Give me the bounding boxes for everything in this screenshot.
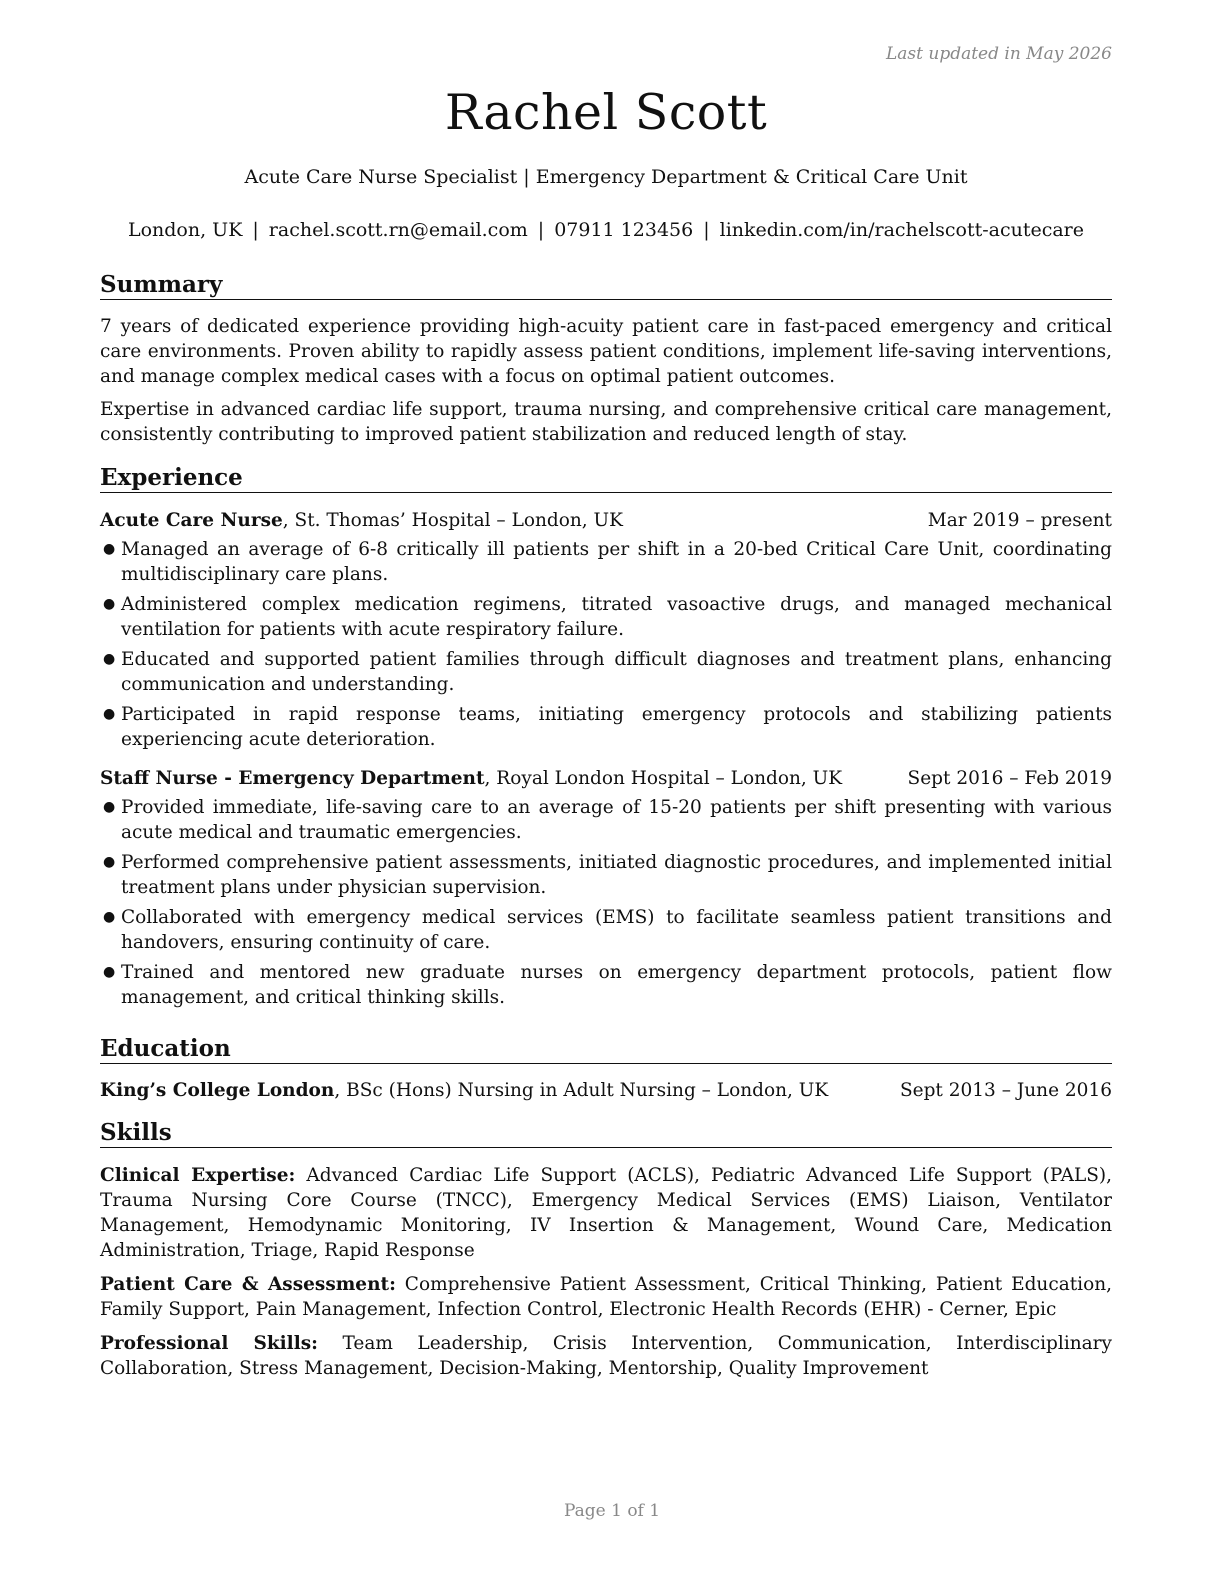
section-title-experience: Experience xyxy=(100,464,1112,493)
contact-separator: | xyxy=(703,219,710,241)
resume-page xyxy=(100,0,1112,1584)
job-entry xyxy=(100,766,1112,1010)
section-title-summary: Summary xyxy=(100,271,1112,300)
list-item xyxy=(100,905,1112,955)
list-item xyxy=(100,960,1112,1010)
skill-group-label: Patient Care & Assessment: xyxy=(100,1274,396,1295)
skill-group-label: Clinical Expertise: xyxy=(100,1165,296,1186)
contact-separator: | xyxy=(252,219,259,241)
headline: Acute Care Nurse Specialist | Emergency Department & Critical Care Unit xyxy=(244,166,968,188)
bullet-text: Participated in rapid response teams, initiating emergency protocols and stabilizing patients experiencing acute deterioration. xyxy=(121,704,1112,750)
bullet-text: Trained and mentored new graduate nurses on emergency department protocols, patient flow management, and critical thinking skills. xyxy=(121,962,1112,1008)
job-header xyxy=(100,766,1112,791)
skill-group-items: Comprehensive Patient Assessment, Critical Thinking, Patient Education, Family Support, Pain Management, Infection Control, Electronic Health Records (EHR) - Cerner, Epic xyxy=(100,1274,1113,1320)
summary-section xyxy=(100,271,1112,447)
page-number: Page 1 of 1 xyxy=(563,1501,661,1521)
list-item xyxy=(100,702,1112,752)
summary-paragraph: 7 years of dedicated experience providing high-acuity patient care in fast-paced emergency and critical care environments. Proven ability to rapidly assess patient conditions, implement life-saving interventions, and manage complex medical cases with a focus on optimal patient outcomes. xyxy=(100,316,1112,387)
bullet-text: Administered complex medication regimens, titrated vasoactive drugs, and managed mechanical ventilation for patients with acute respiratory failure. xyxy=(121,594,1112,640)
bullet-icon: ● xyxy=(103,909,116,925)
skill-group-items: Advanced Cardiac Life Support (ACLS), Pediatric Advanced Life Support (PALS), Trauma Nursing Core Course (TNCC), Emergency Medical Services (EMS) Liaison, Ventilator Management, Hemodynamic Monitoring, IV Insertion & Management, Wound Care, Medication Administration, Triage, Rapid Response xyxy=(100,1165,1112,1261)
list-item xyxy=(100,795,1112,845)
contact-email-link[interactable]: rachel.scott.rn@email.com xyxy=(268,219,528,241)
education-degree: , BSc (Hons) Nursing in Adult Nursing – London, UK xyxy=(334,1080,829,1101)
job-role: Staff Nurse - Emergency Department xyxy=(100,768,485,789)
skill-group xyxy=(100,1331,1112,1381)
skill-group-items: Team Leadership, Crisis Intervention, Communication, Interdisciplinary Collaboration, Stress Management, Decision-Making, Mentorship, Quality Improvement xyxy=(100,1333,1112,1379)
education-school: King’s College London xyxy=(100,1080,335,1101)
bullet-icon: ● xyxy=(103,541,116,557)
skills-section xyxy=(100,1119,1112,1381)
job-entry xyxy=(100,508,1112,752)
education-section xyxy=(100,1035,1112,1103)
skill-group-label: Professional Skills: xyxy=(100,1333,318,1354)
skill-group xyxy=(100,1163,1112,1263)
job-organization: , Royal London Hospital – London, UK xyxy=(484,768,843,789)
summary-paragraph: Expertise in advanced cardiac life support, trauma nursing, and comprehensive critical care management, consistently contributing to improved patient stabilization and reduced length of stay. xyxy=(100,399,1112,445)
job-header xyxy=(100,508,1112,533)
job-title-line xyxy=(100,766,842,791)
bullet-text: Collaborated with emergency medical services (EMS) to facilitate seamless patient transitions and handovers, ensuring continuity of care. xyxy=(121,907,1112,953)
candidate-name: Rachel Scott xyxy=(444,84,768,141)
list-item xyxy=(100,537,1112,587)
bullet-text: Provided immediate, life-saving care to an average of 15-20 patients per shift presenting with various acute medical and traumatic emergencies. xyxy=(121,797,1112,843)
bullet-icon: ● xyxy=(103,706,116,722)
skill-group xyxy=(100,1272,1112,1322)
list-item xyxy=(100,647,1112,697)
bullet-icon: ● xyxy=(103,799,116,815)
job-role: Acute Care Nurse xyxy=(100,510,283,531)
job-dates: Mar 2019 – present xyxy=(927,510,1112,531)
job-bullets xyxy=(100,795,1112,1010)
education-dates: Sept 2013 – June 2016 xyxy=(899,1080,1112,1101)
contact-phone: 07911 123456 xyxy=(554,219,694,241)
bullet-text: Educated and supported patient families through difficult diagnoses and treatment plans, enhancing communication and understanding. xyxy=(121,649,1112,695)
section-title-skills: Skills xyxy=(100,1119,1112,1148)
bullet-icon: ● xyxy=(103,854,116,870)
contact-line xyxy=(100,219,1112,241)
education-entry xyxy=(100,1078,1112,1103)
job-bullets xyxy=(100,537,1112,752)
contact-location: London, UK xyxy=(127,219,243,241)
bullet-icon: ● xyxy=(103,596,116,612)
list-item xyxy=(100,592,1112,642)
bullet-text: Managed an average of 6-8 critically ill patients per shift in a 20-bed Critical Care Unit, coordinating multidisciplinary care plans. xyxy=(121,539,1112,585)
bullet-icon: ● xyxy=(103,964,116,980)
job-dates: Sept 2016 – Feb 2019 xyxy=(907,768,1112,789)
education-title-line xyxy=(100,1078,828,1103)
bullet-icon: ● xyxy=(103,651,116,667)
contact-separator: | xyxy=(537,219,545,241)
job-title-line xyxy=(100,508,623,533)
list-item xyxy=(100,850,1112,900)
last-updated: Last updated in May 2026 xyxy=(885,44,1112,64)
section-title-education: Education xyxy=(100,1035,1112,1064)
contact-linkedin-link[interactable]: linkedin.com/in/rachelscott-acutecare xyxy=(719,219,1085,241)
job-organization: , St. Thomas’ Hospital – London, UK xyxy=(282,510,623,531)
bullet-text: Performed comprehensive patient assessments, initiated diagnostic procedures, and implemented initial treatment plans under physician supervision. xyxy=(121,852,1112,898)
experience-section xyxy=(100,464,1112,1015)
